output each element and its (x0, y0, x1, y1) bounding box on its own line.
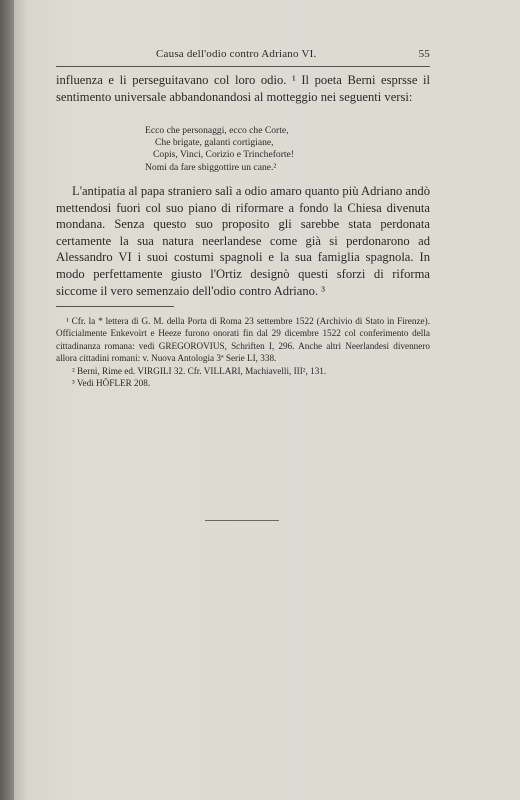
running-header (56, 48, 430, 66)
paragraph-1: influenza e li perseguitavano col loro odio. ¹ Il poeta Berni esprsse il sentimento universale abbandonandosi al motteggio nei seguenti versi: (56, 73, 430, 104)
end-rule (205, 520, 279, 521)
footnote-3: ³ Vedi HÖFLER 208. (72, 378, 151, 389)
verse-line: Copis, Vinci, Corizio e Trincheforte! (153, 149, 295, 161)
page-number: 55 (418, 48, 430, 60)
book-spine-shadow (0, 0, 14, 800)
header-rule (56, 66, 430, 67)
paragraph-2: L'antipatia al papa straniero salì a odio amaro quanto più Adriano andò mettendosi fuori col suo piano di riformare a fondo la Chiesa divenuta mondana. Senza questo suo proposito gli sarebbe stata perdonata certamente la sua natura neerlandese come già si perdonarono ad Alessandro VI i suoi costumi spagnoli e la sua famiglia spagnola. In modo perfettamente giusto l'Ortiz designò questi sforzi di riforma siccome il vero semenzaio dell'odio contro Adriano. ³ (56, 184, 430, 298)
footnote-rule (56, 306, 174, 307)
verse-line: Ecco che personaggi, ecco che Corte, (145, 125, 289, 136)
footnote-2: ² Berni, Rime ed. VIRGILI 32. Cfr. VILLARI, Machiavelli, III², 131. (72, 365, 327, 376)
footnote-1: ¹ Cfr. la * lettera di G. M. della Porta di Roma 23 settembre 1522 (Archivio di Stato in Firenze). Officialmente Enkevoirt e Heeze furono onorati fin dal 29 dicembre 1522 col conferimento della cittadinanza romana: vedi GREGOROVIUS, Schriften I, 296. Anche altri Neerlandesi divennero allora cittadini romani: v. Nuova Antologia 3ª Serie LI, 338. (56, 316, 430, 364)
verse-block (145, 125, 395, 174)
verse-line: Che brigate, galanti cortigiane, (155, 137, 274, 149)
verse-line: Nomi da fare sbiggottire un cane.² (145, 161, 277, 173)
book-page (14, 0, 520, 800)
footnotes (56, 315, 430, 389)
running-header-title: Causa dell'odio contro Adriano VI. (156, 48, 317, 60)
